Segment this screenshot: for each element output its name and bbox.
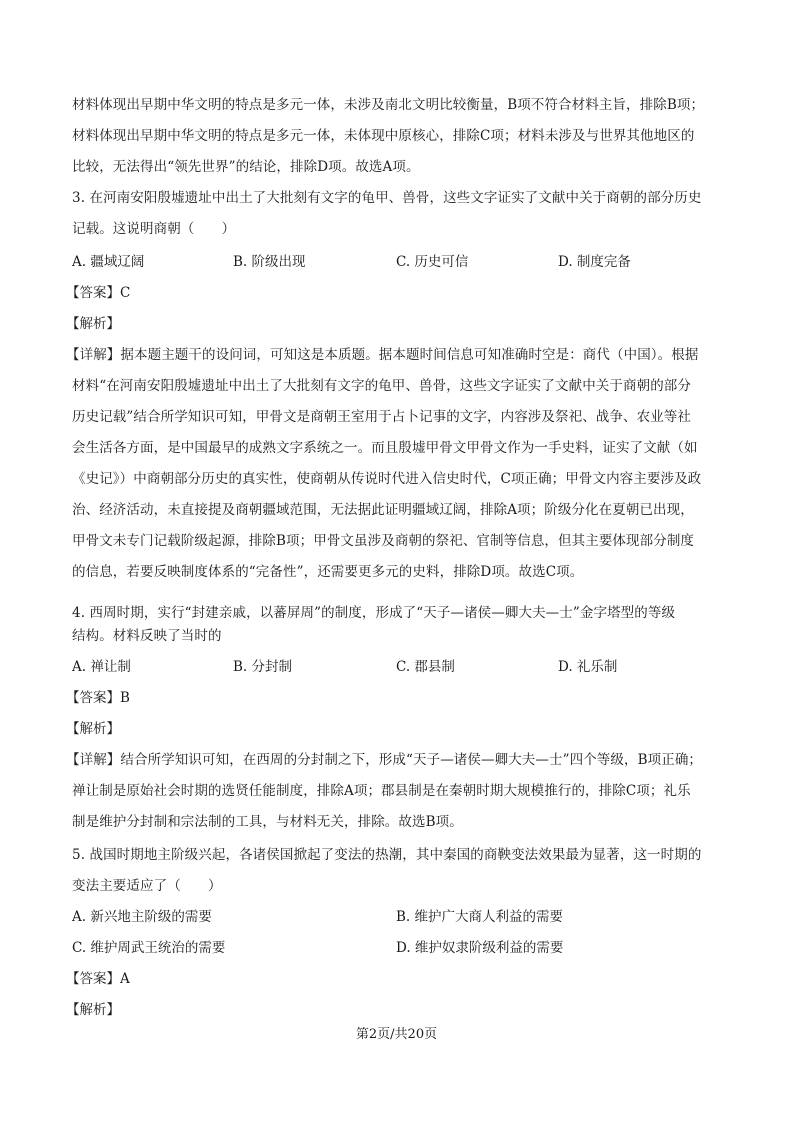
q3-detail-line-5: 《史记》）中商朝部分历史的真实性，使商朝从传说时代进入信史时代，C项正确；甲骨文内容主要涉及政 [72, 471, 702, 487]
q5-option-b: B. 维护广大商人利益的需要 [396, 909, 564, 925]
q3-detail-line-8: 的信息，若要反映制度体系的“完备性”，还需要更多元的史料，排除D项。故选C项。 [72, 564, 584, 580]
q5-stem-line-1: 5. 战国时期地主阶级兴起，各诸侯国掀起了变法的热潮，其中秦国的商鞅变法效果最为显著，这一时期的 [72, 847, 702, 863]
q3-option-a: A. 疆域辽阔 [72, 254, 145, 270]
q3-detail-line-4: 会生活各方面，是中国最早的成熟文字系统之一。而且殷墟甲骨文甲骨文作为一手史料，证实了文献（如 [72, 440, 698, 456]
q4-detail-line-3: 制是维护分封制和宗法制的工具，与材料无关，排除。故选B项。 [72, 814, 463, 830]
q5-analysis-label: 【解析】 [66, 1002, 120, 1018]
q3-stem-line-1: 3. 在河南安阳殷墟遗址中出土了大批刻有文字的龟甲、兽骨，这些文字证实了文献中关于商朝的部分历史 [72, 190, 702, 206]
q4-detail-line-2: 禅让制是原始社会时期的选贤任能制度，排除A项；郡县制是在秦朝时期大规模推行的，排除C项；礼乐 [72, 783, 691, 799]
q4-option-a: A. 禅让制 [72, 659, 131, 675]
q5-option-c: C. 维护周武王统治的需要 [72, 940, 226, 956]
q3-detail-line-6: 治、经济活动，未直接提及商朝疆域范围，无法据此证明疆域辽阔，排除A项；阶级分化在夏朝已出现， [72, 502, 694, 518]
q3-analysis-label: 【解析】 [66, 316, 120, 332]
q3-detail-line-2: 材料“在河南安阳殷墟遗址中出土了大批刻有文字的龟甲、兽骨，这些文字证实了文献中关于商朝的部分 [72, 378, 691, 394]
q4-answer: 【答案】B [66, 690, 130, 706]
q5-option-a: A. 新兴地主阶级的需要 [72, 909, 212, 925]
q3-option-b: B. 阶级出现 [233, 254, 306, 270]
page-number-footer: 第2页/共20页 [355, 1027, 438, 1042]
q3-stem-line-2: 记载。这说明商朝（ ） [72, 221, 236, 237]
q4-detail-line-1: 【详解】结合所学知识可知，在西周的分封制之下，形成“天子—诸侯—卿大夫—士”四个等级，B项正确； [66, 752, 703, 768]
q5-answer: 【答案】A [66, 971, 130, 987]
q5-option-d: D. 维护奴隶阶级利益的需要 [396, 940, 564, 956]
q3-detail-line-7: 甲骨文未专门记载阶级起源，排除B项；甲骨文虽涉及商朝的祭祀、官制等信息，但其主要体现部分制度 [72, 533, 695, 549]
q4-analysis-label: 【解析】 [66, 721, 120, 737]
q5-stem-line-2: 变法主要适应了（ ） [72, 878, 222, 894]
q2-analysis-line-3: 比较，无法得出“领先世界”的结论，排除D项。故选A项。 [72, 159, 420, 175]
q4-option-c: C. 郡县制 [396, 659, 455, 675]
q3-option-d: D. 制度完备 [558, 254, 631, 270]
q4-stem-line-2: 结构。材料反映了当时的 [72, 628, 222, 644]
q4-option-b: B. 分封制 [233, 659, 293, 675]
q2-analysis-line-1: 材料体现出早期中华文明的特点是多元一体，未涉及南北文明比较衡量，B项不符合材料主旨，排除B项； [72, 97, 705, 113]
q3-option-c: C. 历史可信 [396, 254, 469, 270]
q2-analysis-line-2: 材料体现出早期中华文明的特点是多元一体，未体现中原核心，排除C项；材料未涉及与世界其他地区的 [72, 128, 695, 144]
q3-detail-line-1: 【详解】据本题主题干的设问词，可知这是本质题。据本题时间信息可知准确时空是：商代（中国）。根据 [66, 347, 699, 363]
q3-answer: 【答案】C [66, 285, 131, 301]
q4-stem-line-1: 4. 西周时期，实行“封建亲戚，以蕃屏周”的制度，形成了“天子—诸侯—卿大夫—士”金字塔型的等级 [72, 605, 676, 621]
q4-option-d: D. 礼乐制 [558, 659, 618, 675]
q3-detail-line-3: 历史记载”结合所学知识可知，甲骨文是商朝王室用于占卜记事的文字，内容涉及祭祀、战争、农业等社 [72, 409, 691, 425]
